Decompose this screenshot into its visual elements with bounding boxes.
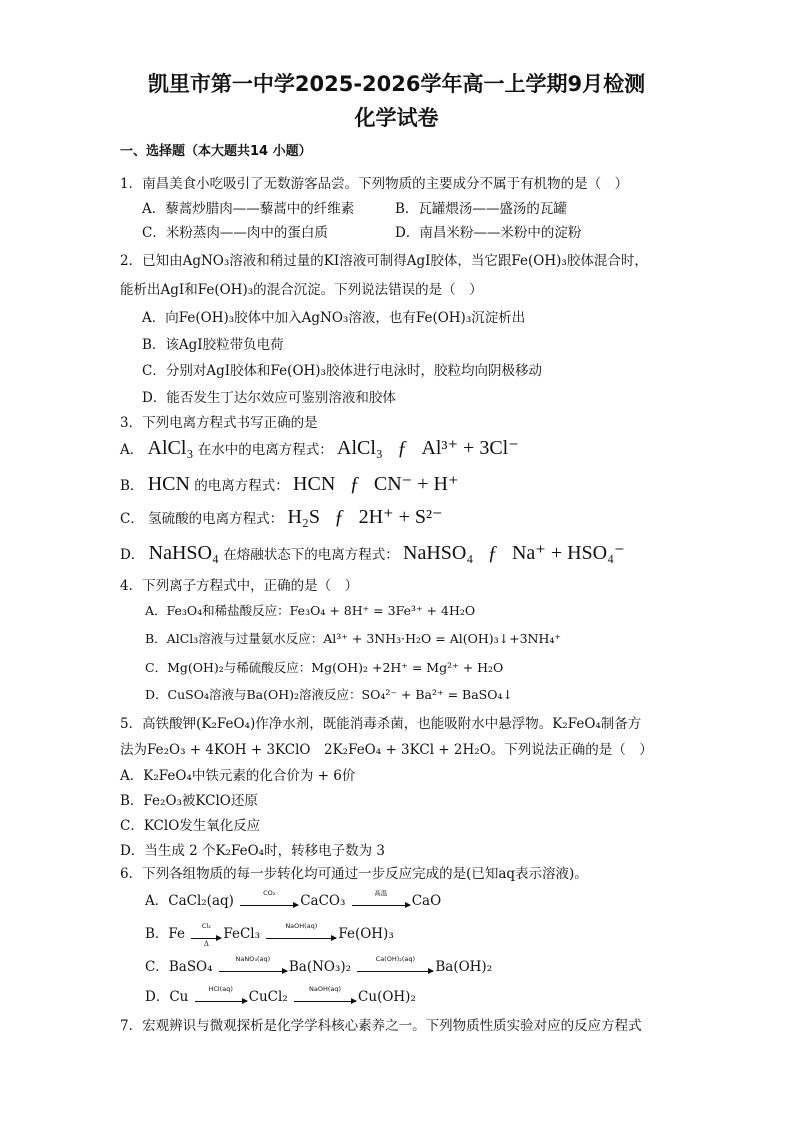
substance: CaCl₂(aq)	[168, 893, 234, 909]
equation-right: CN⁻ + H⁺	[373, 473, 459, 495]
q5-option-b: B．Fe₂O₃被KClO还原	[120, 793, 258, 809]
q5-option-c: C．KClO发生氧化反应	[120, 818, 261, 834]
q1-stem: 1．南昌美食小吃吸引了无数游客品尝。下列物质的主要成分不属于有机物的是（ ）	[120, 176, 629, 192]
reagent-label: Cl₂	[201, 922, 211, 930]
option-label: A．	[120, 442, 144, 458]
exam-subtitle: 化学试卷	[354, 106, 439, 130]
equation-right: 2H⁺ + S²⁻	[358, 506, 443, 528]
equilibrium-symbol: ƒ	[487, 542, 498, 564]
equation-left: NaHSO₄	[403, 542, 474, 564]
reaction-arrow	[219, 955, 287, 968]
equilibrium-symbol: ƒ	[349, 473, 360, 495]
q6-stem: 6．下列各组物质的每一步转化均可通过一步反应完成的是(已知aq表示溶液)。	[120, 866, 588, 882]
reagent-label: HCl(aq)	[208, 985, 233, 993]
equilibrium-symbol: ƒ	[334, 506, 345, 528]
q4-option-a: A．Fe₃O₄和稀盐酸反应：Fe₃O₄ + 8H⁺ = 3Fe³⁺ + 4H₂O	[145, 603, 476, 618]
substance: CuCl₂	[248, 989, 288, 1005]
q4-stem: 4．下列离子方程式中，正确的是（ ）	[120, 578, 359, 594]
q2-option-a: A．向Fe(OH)₃胶体中加入AgNO₃溶液，也有Fe(OH)₃沉淀析出	[142, 310, 526, 326]
reaction-arrow	[357, 955, 433, 968]
substance: Ba(OH)₂	[435, 959, 493, 975]
option-text: 氢硫酸的电离方程式：	[148, 511, 284, 527]
q1-option-d: D．南昌米粉——米粉中的淀粉	[395, 225, 582, 241]
option-text: 在水中的电离方程式：	[197, 442, 333, 458]
formula: AlCl₃	[147, 437, 194, 459]
reagent-label: NaOH(aq)	[309, 985, 342, 993]
q6-option-b	[145, 922, 394, 948]
option-label: C．	[120, 511, 144, 527]
reagent-label: CO₂	[263, 889, 276, 897]
option-label: C．	[145, 959, 169, 975]
reaction-arrow	[266, 922, 336, 935]
q2-stem-line2: 能析出AgI和Fe(OH)₃的混合沉淀。下列说法错误的是（ ）	[120, 282, 483, 298]
equation-right: Na⁺ + HSO₄⁻	[511, 542, 625, 564]
exam-title: 凯里市第一中学2025-2026学年高一上学期9月检测	[147, 72, 646, 96]
q6-option-c	[145, 957, 492, 977]
formula: NaHSO₄	[148, 542, 219, 564]
q4-option-b: B．AlCl₃溶液与过量氨水反应：Al³⁺ + 3NH₃·H₂O = Al(OH)₃↓+3NH₄⁺	[145, 631, 561, 646]
q3-option-a	[120, 438, 519, 460]
q2-option-b: B．该AgI胶粒带负电荷	[142, 337, 284, 353]
option-text: 在熔融状态下的电离方程式：	[223, 547, 399, 563]
q4-option-c: C．Mg(OH)₂与稀硫酸反应：Mg(OH)₂ +2H⁺ = Mg²⁺ + H₂O	[145, 660, 504, 675]
q2-option-d: D．能否发生丁达尔效应可鉴别溶液和胶体	[142, 390, 396, 406]
reaction-arrow	[191, 922, 221, 948]
reagent-label: NaNO₃(aq)	[235, 955, 271, 963]
q7-stem: 7．宏观辨识与微观探析是化学学科核心素养之一。下列物质性质实验对应的反应方程式	[120, 1018, 642, 1034]
reaction-arrow	[294, 985, 356, 998]
substance: Fe	[168, 926, 186, 942]
q3-stem: 3．下列电离方程式书写正确的是	[120, 415, 318, 431]
section-heading: 一、选择题（本大题共14 小题）	[120, 144, 312, 159]
q4-option-d: D．CuSO₄溶液与Ba(OH)₂溶液反应：SO₄²⁻ + Ba²⁺ = BaSO₄↓	[145, 687, 513, 702]
substance: BaSO₄	[168, 959, 213, 975]
substance: CaO	[411, 893, 442, 909]
reagent-label: Ca(OH)₂(aq)	[375, 955, 416, 963]
q2-stem-line1: 2．已知由AgNO₃溶液和稍过量的KI溶液可制得AgI胶体，当它跟Fe(OH)₃胶体混合时，	[120, 253, 648, 269]
substance: CaCO₃	[300, 893, 346, 909]
option-label: D．	[145, 989, 170, 1005]
substance: Ba(NO₃)₂	[288, 959, 352, 975]
q3-option-b	[120, 474, 459, 496]
q5-stem-line2: 法为Fe₂O₃ + 4KOH + 3KClO 2K₂FeO₄ + 3KCl + 2H₂O。下列说法正确的是（ ）	[120, 742, 653, 758]
q6-option-a	[145, 891, 441, 911]
substance: Fe(OH)₃	[338, 926, 394, 942]
q5-option-a: A．K₂FeO₄中铁元素的化合价为 + 6价	[120, 768, 356, 784]
option-label: B．	[120, 478, 144, 494]
q1-option-b: B．瓦罐煨汤——盛汤的瓦罐	[395, 201, 567, 217]
q5-stem-line1: 5．高铁酸钾(K₂FeO₄)作净水剂，既能消毒杀菌，也能吸附水中悬浮物。K₂FeO₄制备方	[120, 716, 642, 732]
option-label: A．	[145, 893, 169, 909]
reagent-label: 高温	[374, 889, 388, 897]
option-label: B．	[145, 926, 169, 942]
reaction-arrow	[352, 889, 410, 902]
equilibrium-symbol: ƒ	[397, 437, 408, 459]
q6-option-d	[145, 987, 416, 1007]
equation-left: AlCl₃	[337, 437, 383, 459]
q3-option-c	[120, 507, 443, 529]
condition-label: Δ	[203, 940, 209, 948]
equation-left: H₂S	[287, 506, 320, 528]
equation-left: HCN	[293, 473, 336, 495]
substance: Cu(OH)₂	[358, 989, 416, 1005]
option-text: 的电离方程式：	[194, 478, 289, 494]
q1-option-a: A．藜蒿炒腊肉——藜蒿中的纤维素	[142, 201, 355, 217]
q1-option-c: C．米粉蒸肉——肉中的蛋白质	[142, 225, 328, 241]
formula: HCN	[147, 473, 190, 495]
equation-right: Al³⁺ + 3Cl⁻	[421, 437, 519, 459]
q3-option-d	[120, 543, 625, 565]
reaction-arrow	[195, 985, 247, 998]
reaction-arrow	[240, 889, 298, 902]
option-label: D．	[120, 547, 145, 563]
q2-option-c: C．分别对AgI胶体和Fe(OH)₃胶体进行电泳时，胶粒均向阴极移动	[142, 363, 542, 379]
q5-option-d: D．当生成 2 个K₂FeO₄时，转移电子数为 3	[120, 843, 385, 859]
reagent-label: NaOH(aq)	[285, 922, 318, 930]
substance: Cu	[169, 989, 189, 1005]
substance: FeCl₃	[223, 926, 261, 942]
